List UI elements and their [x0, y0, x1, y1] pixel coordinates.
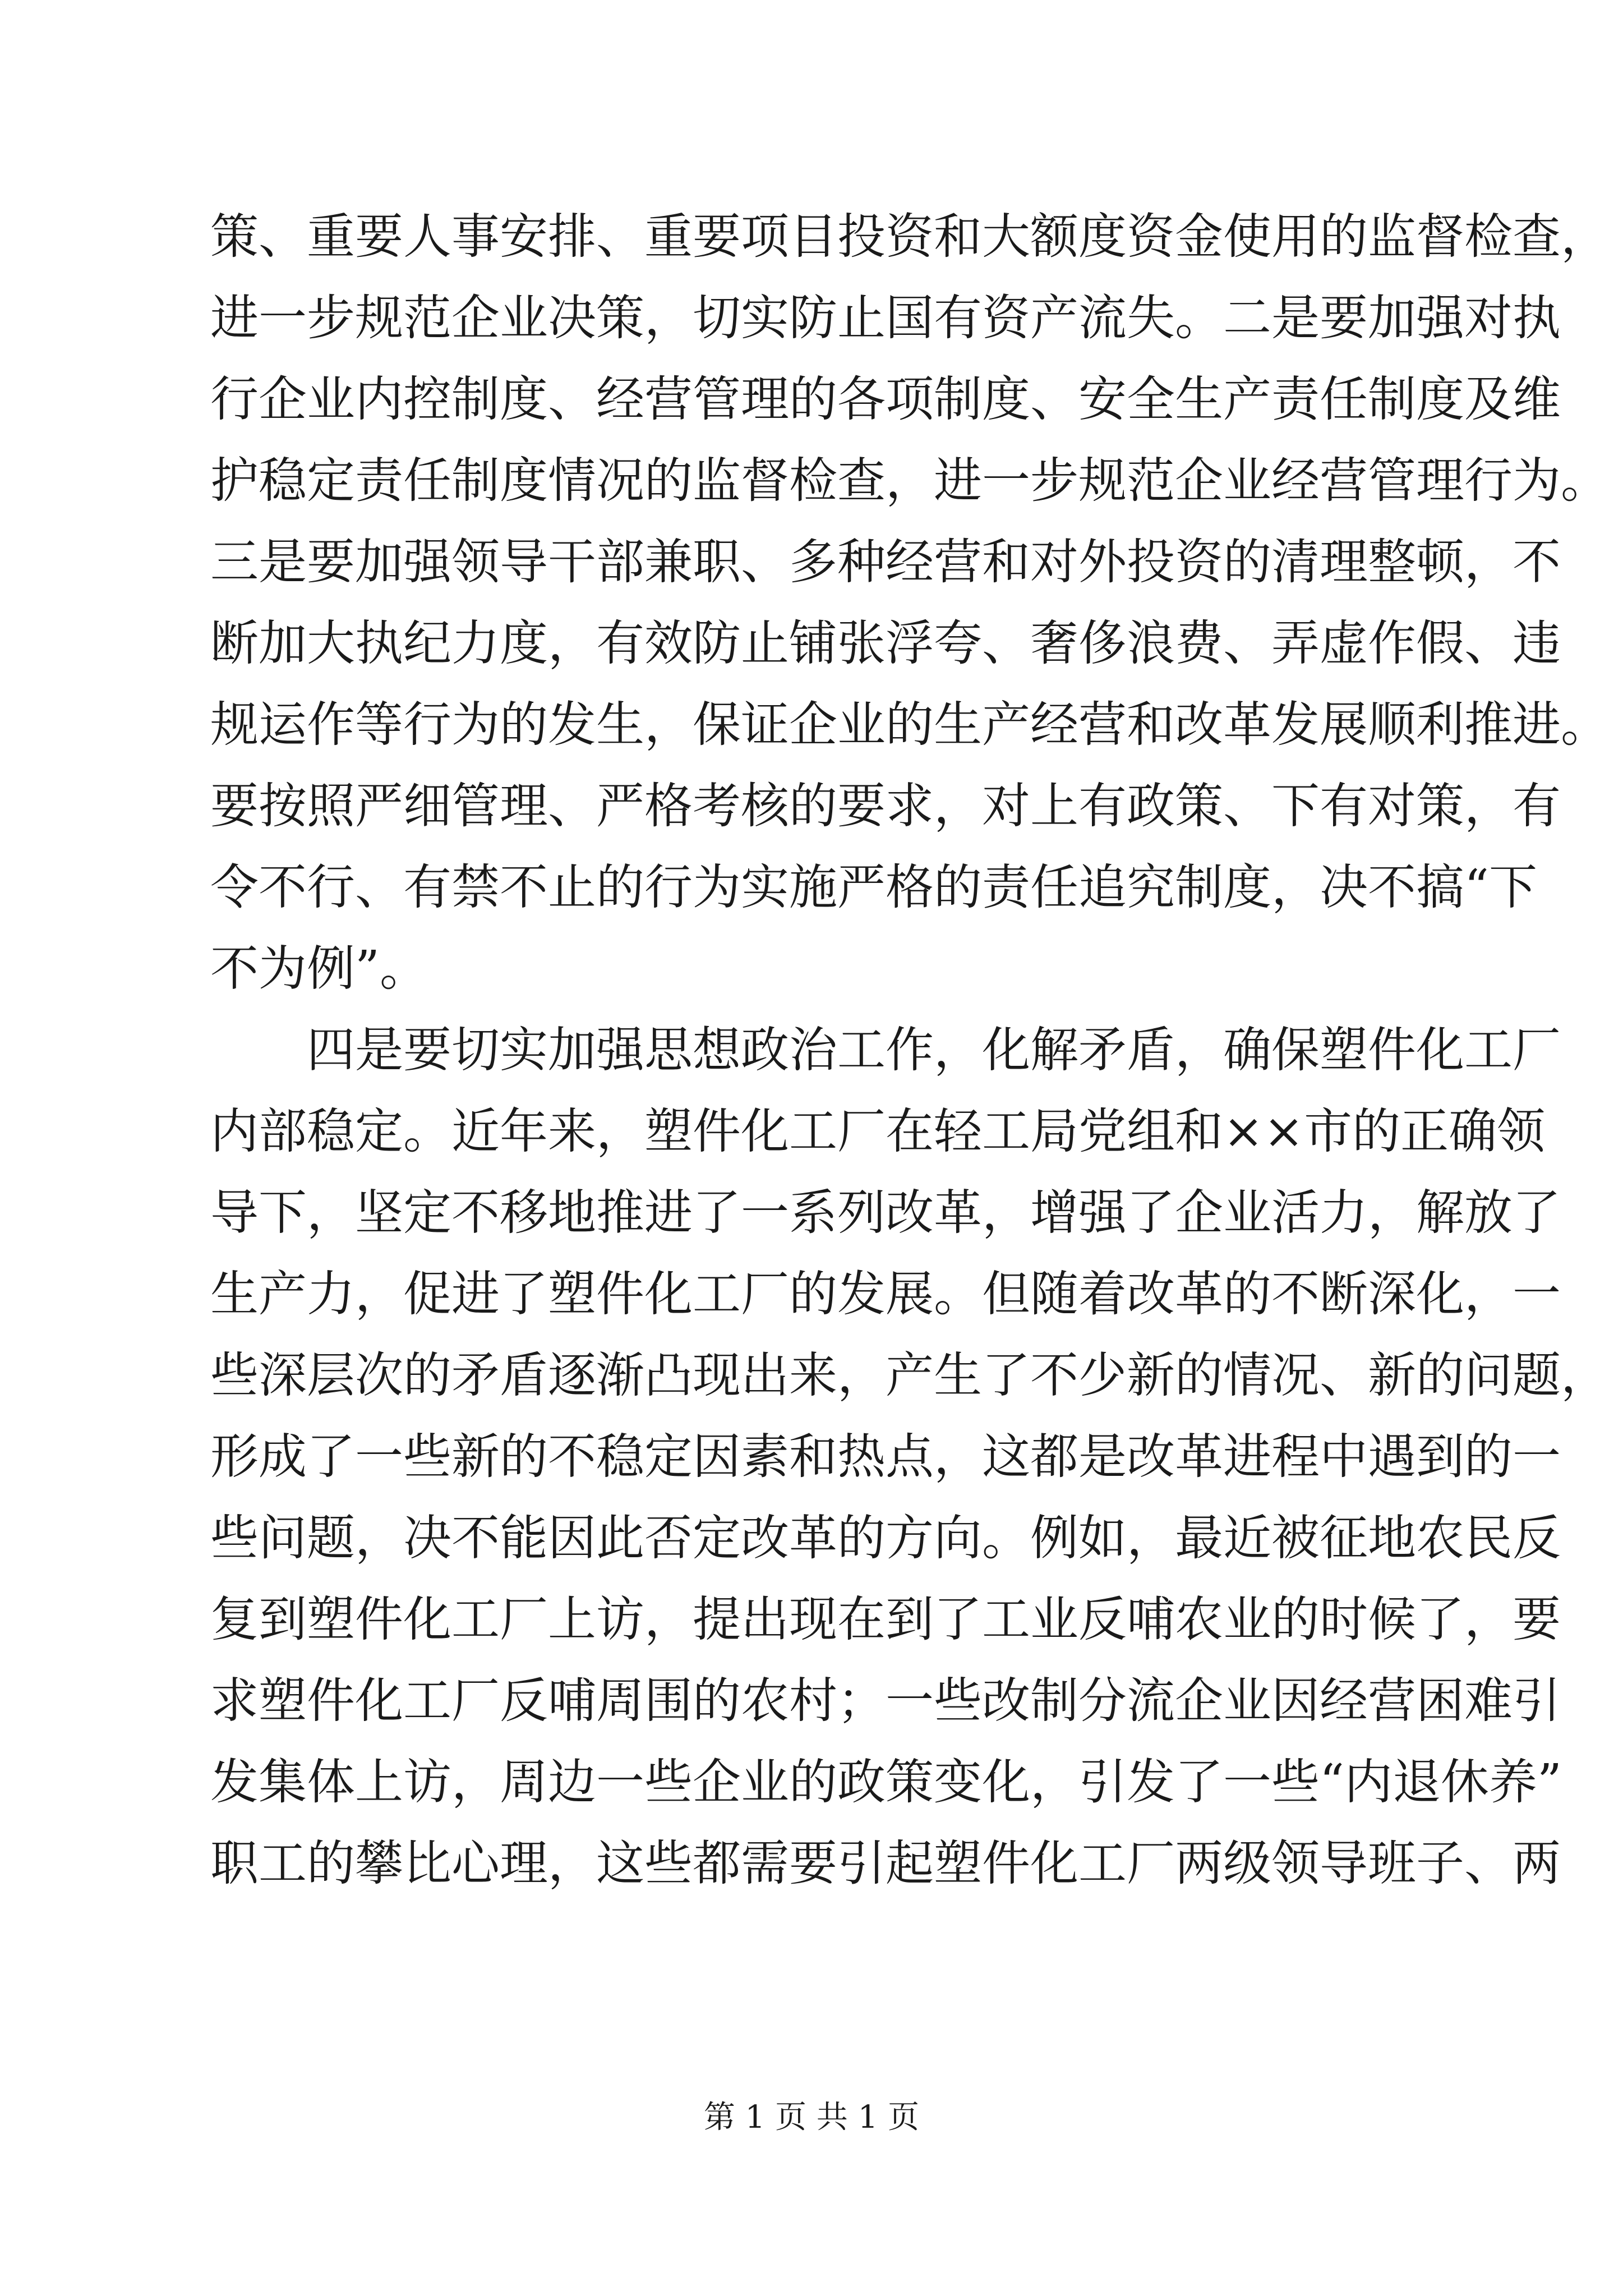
- text-line: 护稳定责任制度情况的监督检查，进一步规范企业经营管理行为。: [210, 453, 1609, 509]
- text-line: 发集体上访，周边一些企业的政策变化，引发了一些“内退休养”: [210, 1754, 1562, 1810]
- text-line: 四是要切实加强思想政治工作，化解矛盾，确保塑件化工厂: [307, 1022, 1561, 1078]
- text-line: 求塑件化工厂反哺周围的农村；一些改制分流企业因经营困难引: [210, 1673, 1561, 1729]
- text-line: 形成了一些新的不稳定因素和热点，这都是改革进程中遇到的一: [210, 1429, 1561, 1485]
- page-footer: 第 1 页 共 1 页: [703, 2099, 920, 2136]
- text-line: 令不行、有禁不止的行为实施严格的责任追究制度，决不搞“下: [210, 859, 1537, 915]
- text-line: 策、重要人事安排、重要项目投资和大额度资金使用的监督检查，: [210, 209, 1609, 265]
- text-line: 要按照严细管理、严格考核的要求，对上有政策、下有对策，有: [210, 778, 1561, 834]
- text-line: 些问题，决不能因此否定改革的方向。例如，最近被征地农民反: [210, 1510, 1561, 1566]
- text-line: 不为例”。: [210, 941, 428, 997]
- text-line: 三是要加强领导干部兼职、多种经营和对外投资的清理整顿，不: [210, 534, 1561, 590]
- text-line: 复到塑件化工厂上访，提出现在到了工业反哺农业的时候了，要: [210, 1591, 1561, 1648]
- text-line: 进一步规范企业决策，切实防止国有资产流失。二是要加强对执: [210, 290, 1561, 346]
- text-line: 断加大执纪力度，有效防止铺张浮夸、奢侈浪费、弄虚作假、违: [210, 615, 1561, 671]
- text-line: 行企业内控制度、经营管理的各项制度、安全生产责任制度及维: [210, 371, 1561, 427]
- text-line: 导下，坚定不移地推进了一系列改革，增强了企业活力，解放了: [210, 1185, 1561, 1241]
- text-line: 生产力，促进了塑件化工厂的发展。但随着改革的不断深化，一: [210, 1266, 1561, 1322]
- text-line: 内部稳定。近年来，塑件化工厂在轻工局党组和××市的正确领: [210, 1103, 1546, 1159]
- body-text: [210, 196, 1609, 1904]
- text-line: 职工的攀比心理，这些都需要引起塑件化工厂两级领导班子、两: [210, 1835, 1561, 1892]
- text-line: 些深层次的矛盾逐渐凸现出来，产生了不少新的情况、新的问题，: [210, 1347, 1609, 1404]
- text-line: 规运作等行为的发生，保证企业的生产经营和改革发展顺利推进。: [210, 697, 1609, 753]
